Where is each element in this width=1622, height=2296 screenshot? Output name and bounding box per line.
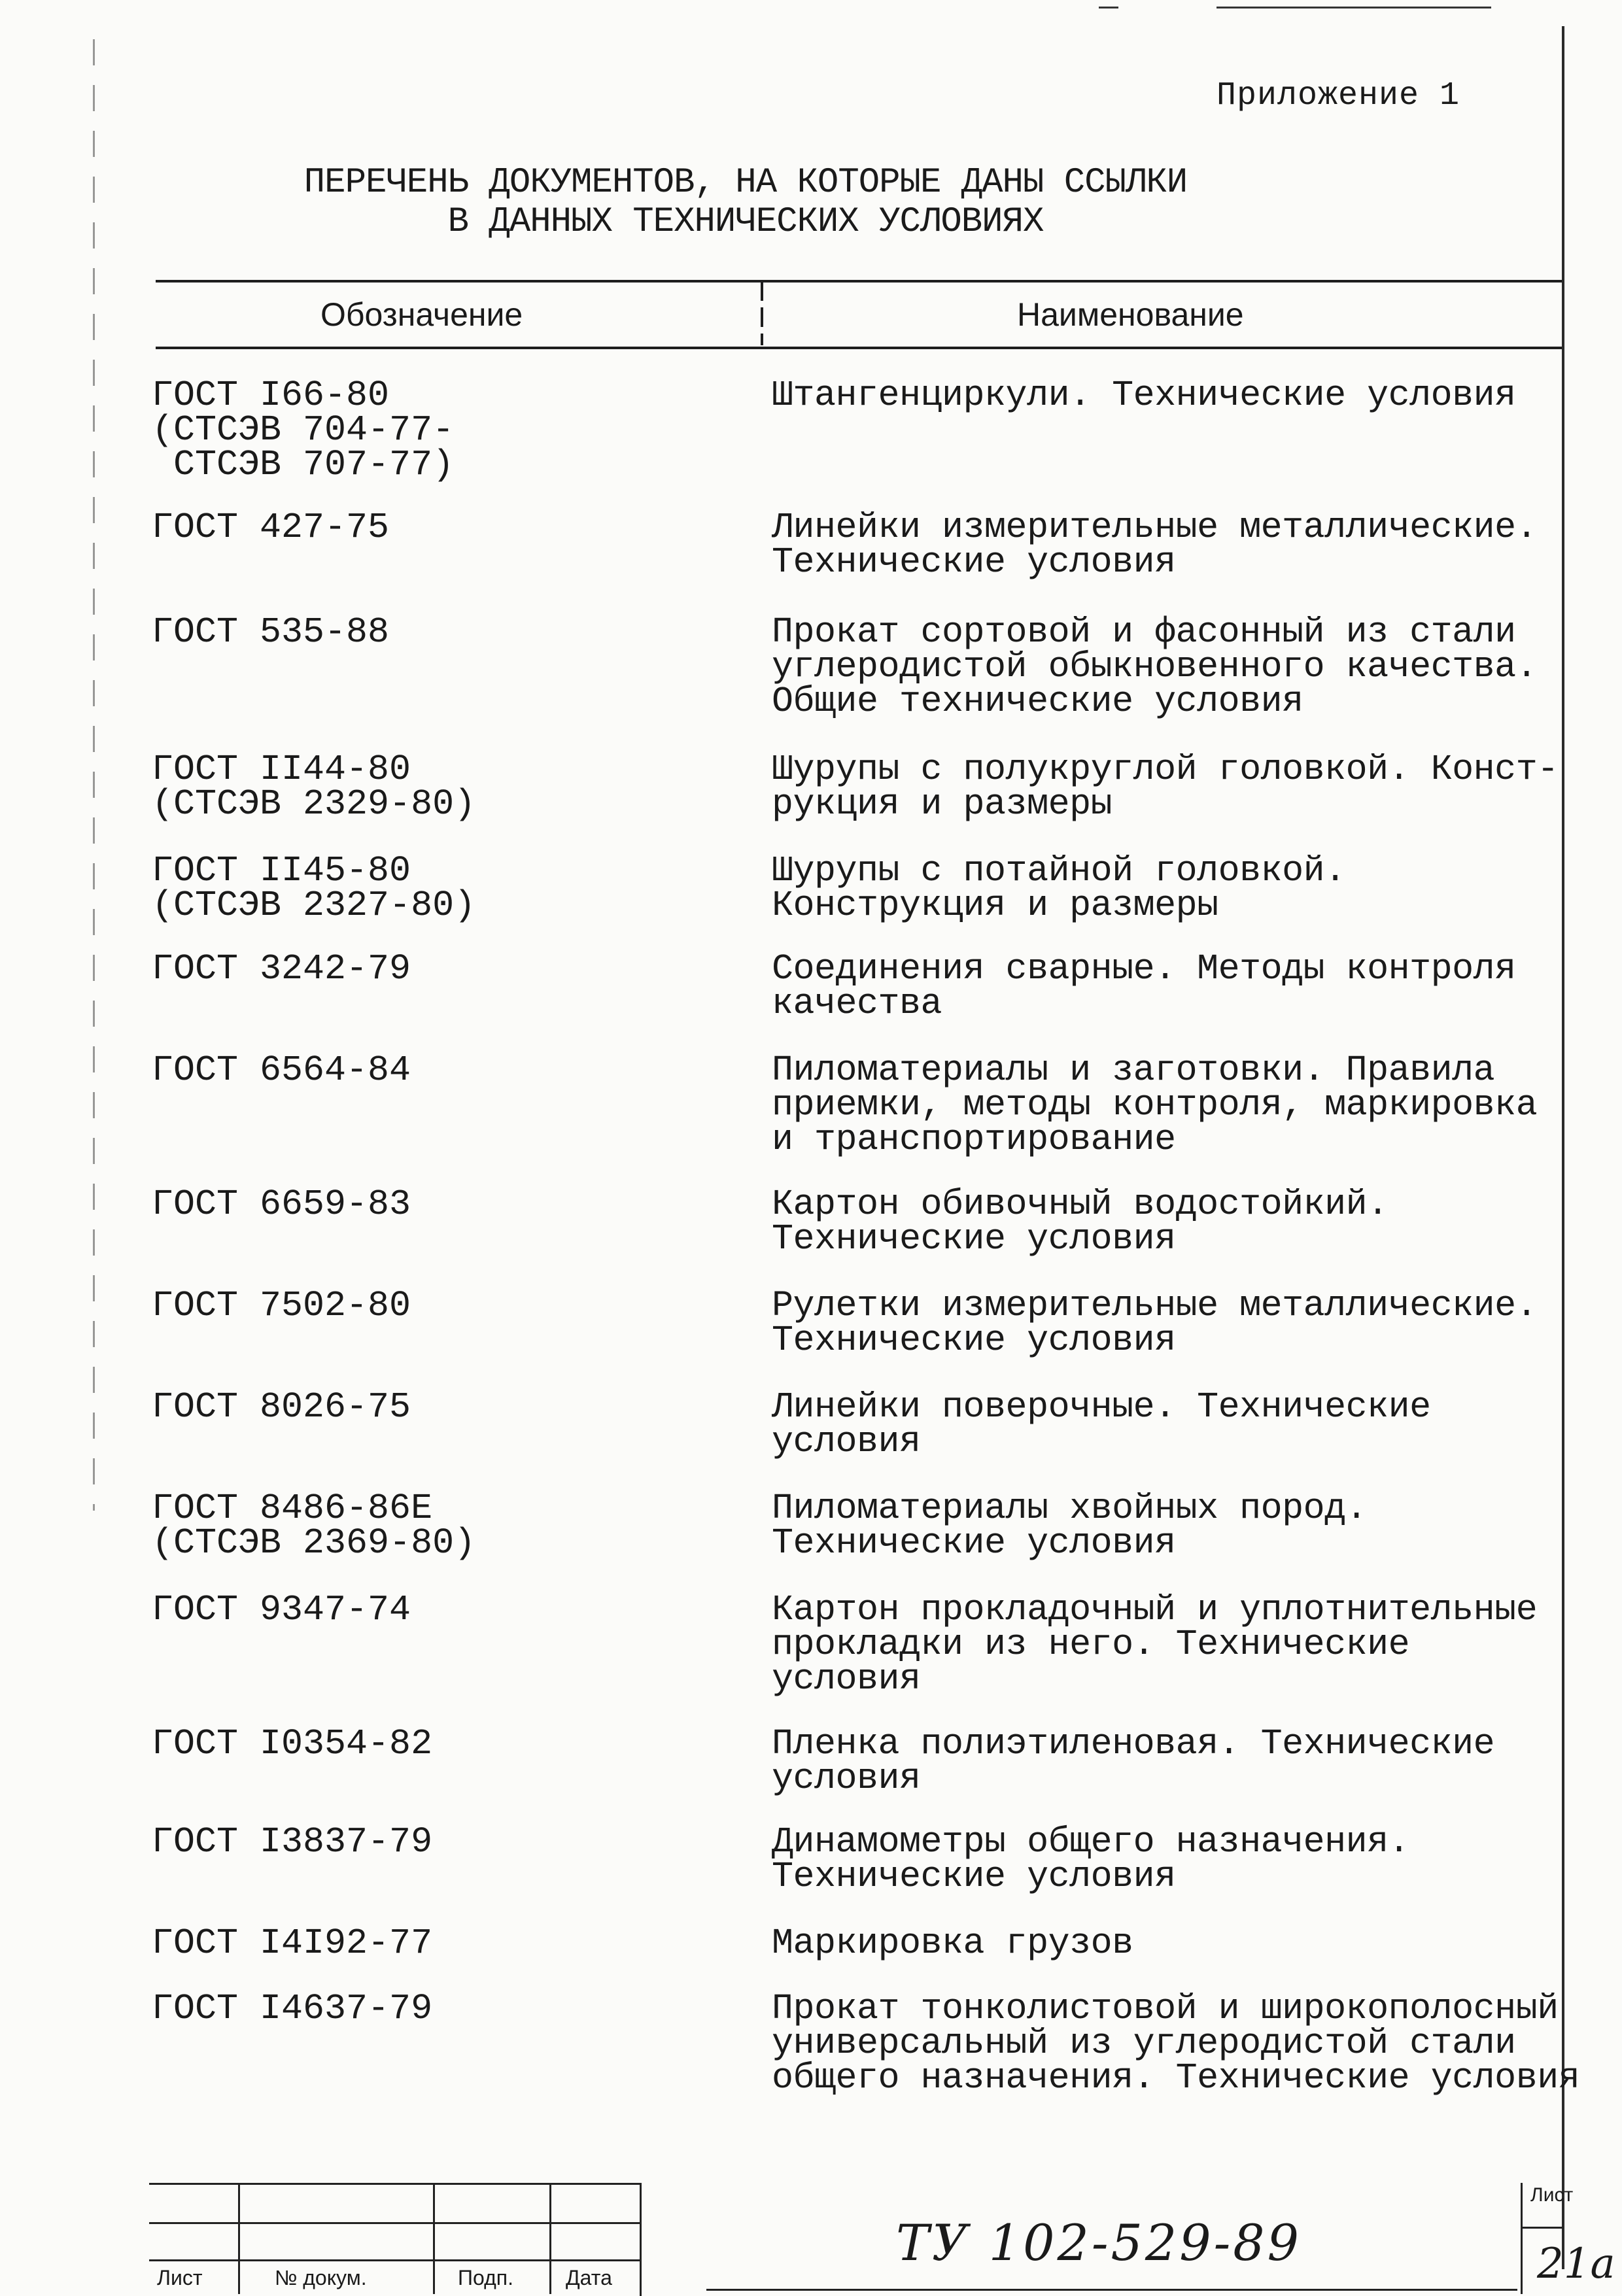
row-designation: ГОСТ I0354-82 bbox=[152, 1723, 433, 1764]
row-name: Рулетки измерительные металлические. Технические условия bbox=[772, 1285, 1538, 1361]
title-line-1: ПЕРЕЧЕНЬ ДОКУМЕНТОВ, НА КОТОРЫЕ ДАНЫ ССЫЛКИ bbox=[303, 163, 1188, 203]
row-designation: ГОСТ I3837-79 bbox=[152, 1821, 433, 1862]
row-name: Прокат тонколистовой и широкополосный универсальный из углеродистой стали общего назначения. Технические условия bbox=[772, 1988, 1580, 2099]
row-name: Линейки поверочные. Технические условия bbox=[772, 1386, 1431, 1462]
stamp-line bbox=[149, 2222, 640, 2224]
sheet-number: 21а bbox=[1537, 2240, 1615, 2288]
table-top-rule bbox=[156, 280, 1562, 283]
row-designation: ГОСТ 7502-80 bbox=[152, 1285, 411, 1326]
row-designation: ГОСТ I4637-79 bbox=[152, 1988, 433, 2029]
column-header-name: Наименование bbox=[1017, 296, 1244, 333]
row-designation: ГОСТ II45-80 (СТСЭВ 2327-80) bbox=[152, 850, 476, 926]
stamp-line bbox=[640, 2183, 642, 2294]
row-name: Штангенциркули. Технические условия bbox=[772, 375, 1516, 416]
appendix-label: Приложение 1 bbox=[1216, 77, 1460, 114]
row-designation: ГОСТ 6564-84 bbox=[152, 1050, 411, 1091]
row-designation: ГОСТ 8486-86Е (СТСЭВ 2369-80) bbox=[152, 1488, 476, 1564]
row-name: Шурупы с потайной головкой. Конструкция и размеры bbox=[772, 850, 1346, 926]
row-designation: ГОСТ 3242-79 bbox=[152, 948, 411, 989]
row-name: Линейки измерительные металлические. Технические условия bbox=[772, 507, 1538, 583]
stamp-line bbox=[149, 2259, 640, 2261]
scan-mark bbox=[1099, 7, 1118, 9]
row-name: Маркировка грузов bbox=[772, 1923, 1133, 1964]
stamp-line bbox=[706, 2289, 1517, 2291]
header-column-separator bbox=[761, 281, 763, 345]
row-name: Пленка полиэтиленовая. Технические условия bbox=[772, 1723, 1495, 1799]
row-name: Пиломатериалы хвойных пород. Технические условия bbox=[772, 1488, 1368, 1564]
stamp-line bbox=[1521, 2183, 1523, 2294]
left-margin-line bbox=[93, 39, 95, 1511]
row-name: Прокат сортовой и фасонный из стали углеродистой обыкновенного качества. Общие технические условия bbox=[772, 611, 1538, 722]
row-name: Картон обивочный водостойкий. Технические условия bbox=[772, 1184, 1389, 1259]
column-header-designation: Обозначение bbox=[320, 296, 523, 333]
row-name: Динамометры общего назначения. Технические условия bbox=[772, 1821, 1410, 1897]
page-title bbox=[157, 163, 1334, 242]
row-name: Картон прокладочный и уплотнительные прокладки из него. Технические условия bbox=[772, 1589, 1538, 1700]
stamp-cell-date: Дата bbox=[566, 2266, 612, 2289]
stamp-cell-doc-number: № докум. bbox=[275, 2266, 367, 2289]
stamp-line bbox=[549, 2183, 551, 2294]
sheet-label: Лист bbox=[1530, 2184, 1574, 2206]
stamp-line bbox=[1521, 2227, 1563, 2229]
stamp-cell-signature: Подп. bbox=[458, 2266, 513, 2289]
row-designation: ГОСТ 9347-74 bbox=[152, 1589, 411, 1630]
row-designation: ГОСТ 8026-75 bbox=[152, 1386, 411, 1428]
row-name: Соединения сварные. Методы контроля качества bbox=[772, 948, 1516, 1024]
row-designation: ГОСТ 535-88 bbox=[152, 611, 390, 653]
row-name: Пиломатериалы и заготовки. Правила приемки, методы контроля, маркировка и транспортирование bbox=[772, 1050, 1538, 1160]
scan-mark bbox=[1216, 7, 1491, 9]
row-designation: ГОСТ 427-75 bbox=[152, 507, 390, 548]
right-frame-line bbox=[1562, 26, 1564, 2269]
title-line-2: В ДАННЫХ ТЕХНИЧЕСКИХ УСЛОВИЯХ bbox=[447, 202, 1044, 242]
row-designation: ГОСТ I66-80 (СТСЭВ 704-77- СТСЭВ 707-77) bbox=[152, 375, 455, 485]
row-designation: ГОСТ I4I92-77 bbox=[152, 1923, 433, 1964]
row-designation: ГОСТ 6659-83 bbox=[152, 1184, 411, 1225]
document-code: ТУ 102-529-89 bbox=[896, 2214, 1302, 2272]
table-header-rule bbox=[156, 347, 1562, 349]
stamp-cell-sheet: Лист bbox=[157, 2266, 203, 2289]
stamp-line bbox=[433, 2183, 435, 2294]
row-designation: ГОСТ II44-80 (СТСЭВ 2329-80) bbox=[152, 749, 476, 825]
stamp-line bbox=[238, 2183, 240, 2294]
row-name: Шурупы с полукруглой головкой. Конст- рукция и размеры bbox=[772, 749, 1559, 825]
